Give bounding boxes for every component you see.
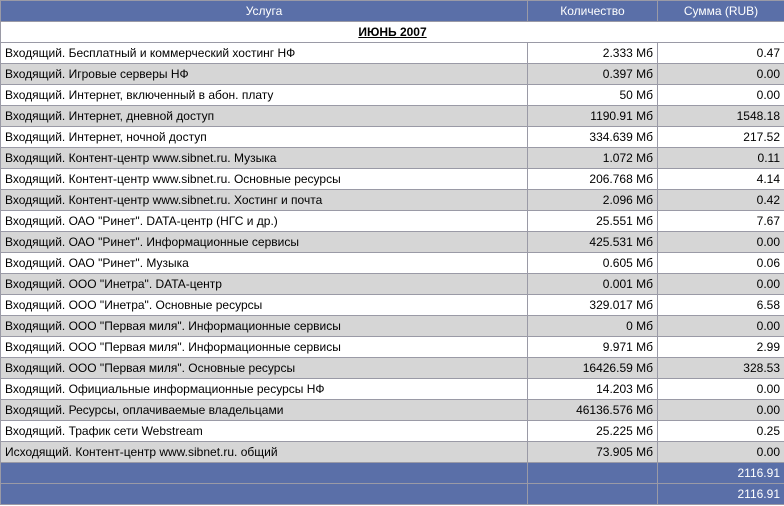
table-row: [1, 85, 784, 106]
total-empty-quantity: [528, 484, 658, 505]
table-row: [1, 211, 784, 232]
table-row: [1, 379, 784, 400]
quantity-cell: 25.551 Мб: [528, 211, 658, 232]
service-cell: Входящий. ОАО "Ринет". DATA-центр (НГС и др.): [1, 211, 528, 232]
subtotal-empty-quantity: [528, 463, 658, 484]
quantity-cell: 0.397 Мб: [528, 64, 658, 85]
amount-cell: 0.42: [658, 190, 784, 211]
amount-cell: 0.00: [658, 400, 784, 421]
table-row: [1, 64, 784, 85]
quantity-cell: 14.203 Мб: [528, 379, 658, 400]
service-cell: Входящий. Трафик сети Webstream: [1, 421, 528, 442]
total-row: [1, 484, 784, 505]
quantity-cell: 1190.91 Мб: [528, 106, 658, 127]
table-row: [1, 148, 784, 169]
service-cell: Входящий. Контент-центр www.sibnet.ru. Музыка: [1, 148, 528, 169]
table-row: [1, 43, 784, 64]
amount-cell: 0.47: [658, 43, 784, 64]
table-header-row: [1, 1, 784, 22]
amount-cell: 7.67: [658, 211, 784, 232]
quantity-cell: 425.531 Мб: [528, 232, 658, 253]
amount-cell: 0.06: [658, 253, 784, 274]
service-cell: Исходящий. Контент-центр www.sibnet.ru. общий: [1, 442, 528, 463]
subtotal-row: [1, 463, 784, 484]
quantity-cell: 25.225 Мб: [528, 421, 658, 442]
quantity-cell: 0.001 Мб: [528, 274, 658, 295]
table-row: [1, 274, 784, 295]
amount-cell: 0.11: [658, 148, 784, 169]
column-header-service: Услуга: [1, 1, 528, 22]
service-cell: Входящий. Контент-центр www.sibnet.ru. Основные ресурсы: [1, 169, 528, 190]
amount-cell: 0.25: [658, 421, 784, 442]
amount-cell: 4.14: [658, 169, 784, 190]
service-cell: Входящий. Игровые серверы НФ: [1, 64, 528, 85]
table-row: [1, 127, 784, 148]
table-row: [1, 358, 784, 379]
table-row: [1, 337, 784, 358]
amount-cell: 0.00: [658, 274, 784, 295]
service-cell: Входящий. Интернет, ночной доступ: [1, 127, 528, 148]
service-cell: Входящий. Контент-центр www.sibnet.ru. Хостинг и почта: [1, 190, 528, 211]
table-row: [1, 106, 784, 127]
quantity-cell: 1.072 Мб: [528, 148, 658, 169]
quantity-cell: 46136.576 Мб: [528, 400, 658, 421]
service-cell: Входящий. Бесплатный и коммерческий хостинг НФ: [1, 43, 528, 64]
amount-cell: 0.00: [658, 232, 784, 253]
service-cell: Входящий. Интернет, дневной доступ: [1, 106, 528, 127]
table-row: [1, 190, 784, 211]
table-row: [1, 316, 784, 337]
amount-cell: 1548.18: [658, 106, 784, 127]
total-empty-service: [1, 484, 528, 505]
quantity-cell: 2.333 Мб: [528, 43, 658, 64]
amount-cell: 0.00: [658, 64, 784, 85]
service-cell: Входящий. Интернет, включенный в абон. плату: [1, 85, 528, 106]
table-row: [1, 169, 784, 190]
quantity-cell: 2.096 Мб: [528, 190, 658, 211]
table-row: [1, 421, 784, 442]
service-cell: Входящий. ООО "Первая миля". Информационные сервисы: [1, 337, 528, 358]
table-row: [1, 400, 784, 421]
period-label: ИЮНЬ 2007: [1, 22, 784, 43]
quantity-cell: 0 Мб: [528, 316, 658, 337]
amount-cell: 0.00: [658, 379, 784, 400]
service-cell: Входящий. Официальные информационные ресурсы НФ: [1, 379, 528, 400]
amount-cell: 2.99: [658, 337, 784, 358]
quantity-cell: 50 Мб: [528, 85, 658, 106]
amount-cell: 217.52: [658, 127, 784, 148]
amount-cell: 0.00: [658, 85, 784, 106]
amount-cell: 0.00: [658, 316, 784, 337]
quantity-cell: 329.017 Мб: [528, 295, 658, 316]
column-header-quantity: Количество: [528, 1, 658, 22]
column-header-amount: Сумма (RUB): [658, 1, 784, 22]
total-amount: 2116.91: [658, 484, 784, 505]
table-row: [1, 442, 784, 463]
quantity-cell: 9.971 Мб: [528, 337, 658, 358]
service-cell: Входящий. Ресурсы, оплачиваемые владельцами: [1, 400, 528, 421]
service-cell: Входящий. ООО "Инетра". Основные ресурсы: [1, 295, 528, 316]
table-row: [1, 232, 784, 253]
table-row: [1, 295, 784, 316]
amount-cell: 0.00: [658, 442, 784, 463]
service-cell: Входящий. ОАО "Ринет". Информационные сервисы: [1, 232, 528, 253]
service-cell: Входящий. ООО "Инетра". DATA-центр: [1, 274, 528, 295]
service-cell: Входящий. ОАО "Ринет". Музыка: [1, 253, 528, 274]
period-row: [1, 22, 784, 43]
table-row: [1, 253, 784, 274]
amount-cell: 6.58: [658, 295, 784, 316]
quantity-cell: 334.639 Мб: [528, 127, 658, 148]
table-body: [1, 22, 784, 463]
quantity-cell: 16426.59 Мб: [528, 358, 658, 379]
service-cell: Входящий. ООО "Первая миля". Основные ресурсы: [1, 358, 528, 379]
amount-cell: 328.53: [658, 358, 784, 379]
service-cell: Входящий. ООО "Первая миля". Информационные сервисы: [1, 316, 528, 337]
subtotal-empty-service: [1, 463, 528, 484]
quantity-cell: 73.905 Мб: [528, 442, 658, 463]
quantity-cell: 0.605 Мб: [528, 253, 658, 274]
quantity-cell: 206.768 Мб: [528, 169, 658, 190]
subtotal-amount: 2116.91: [658, 463, 784, 484]
